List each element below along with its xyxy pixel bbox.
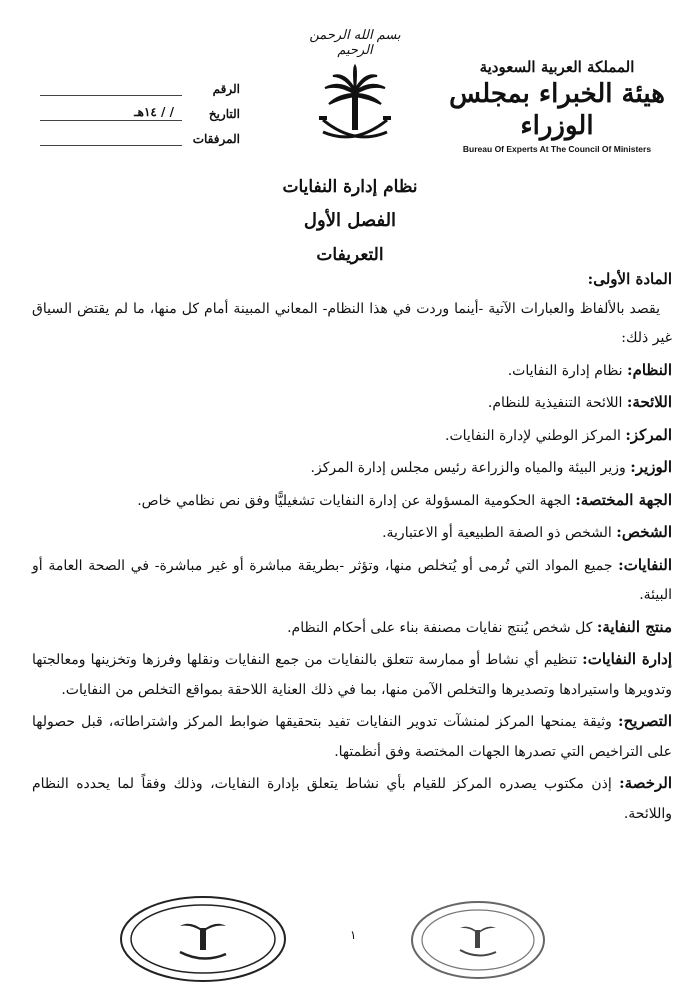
ref-date-label: التاريخ <box>208 106 240 121</box>
law-title: نظام إدارة النفايات <box>282 177 418 197</box>
definition-item <box>32 645 672 705</box>
emblem-block <box>290 28 420 156</box>
basmala: بسم الله الرحمن الرحيم <box>309 28 401 58</box>
seal-stamp-left-icon <box>118 894 288 984</box>
definition-term: المركز: <box>625 425 672 444</box>
org-name-en: Bureau Of Experts At The Council Of Ministers <box>462 144 652 154</box>
definition-text: إذن مكتوب يصدره المركز للقيام بأي نشاط يتعلق بإدارة النفايات، وذلك وفقاً لما يحدده النظام واللائحة. <box>32 776 672 822</box>
definition-term: التصريح: <box>618 712 672 730</box>
article-intro: يقصد بالألفاظ والعبارات الآتية -أينما وردت في هذا النظام- المعاني المبينة أمام كل منها، ما لم يقتض السياق غير ذلك: <box>32 300 672 346</box>
definition-item <box>32 518 672 549</box>
org-name-ar: المملكة العربية السعودية <box>479 58 635 76</box>
definition-text: نظام إدارة النفايات. <box>507 362 623 379</box>
definition-term: اللائحة: <box>626 393 672 411</box>
ref-number-label: الرقم <box>212 81 240 96</box>
article-body <box>32 265 672 831</box>
definition-item <box>32 551 672 611</box>
definition-text: اللائحة التنفيذية للنظام. <box>487 395 623 411</box>
definition-item <box>32 421 672 452</box>
definition-item <box>32 613 672 644</box>
definition-text: المركز الوطني لإدارة النفايات. <box>445 427 621 444</box>
page-number: ١ <box>350 928 357 942</box>
page-footer <box>0 892 700 992</box>
section-title: التعريفات <box>316 245 384 265</box>
ref-date-line <box>40 106 182 121</box>
saudi-emblem-icon <box>315 62 395 152</box>
definition-term: منتج النفاية: <box>596 617 672 636</box>
definition-text: كل شخص يُنتج نفايات مصنفة بناء على أحكام النظام. <box>287 619 593 636</box>
ref-date-row <box>40 101 240 126</box>
definition-term: الرخصة: <box>619 774 672 792</box>
reference-fields <box>40 76 240 151</box>
definition-term: إدارة النفايات: <box>582 650 673 668</box>
ref-date-value: / / ١٤هـ <box>134 105 174 119</box>
definition-text: الشخص ذو الصفة الطبيعية أو الاعتبارية. <box>382 525 612 541</box>
ref-number-line <box>40 81 182 96</box>
definition-term: الجهة المختصة: <box>575 490 672 509</box>
definition-text: جميع المواد التي تُرمى أو يُتخلص منها، وتؤثر -بطريقة مباشرة أو غير مباشرة- في الصحة العامة أو البيئة. <box>32 557 672 603</box>
definition-text: وثيقة يمنحها المركز لمنشآت تدوير النفايات تفيد بتحقيقها ضوابط المركز واشتراطاته، قبل حصولها على التراخيص التي تصدرها الجهات المختصة وفق أنظمتها. <box>32 714 672 760</box>
definition-item <box>32 453 672 484</box>
definition-item <box>32 707 672 767</box>
letterhead <box>0 18 700 154</box>
definition-term: النظام: <box>627 360 672 379</box>
definition-text: تنظيم أي نشاط أو ممارسة تتعلق بالنفايات من جمع النفايات ونقلها وفرزها وتخزينها ومعالجتها وتدويرها واستيرادها وتصديرها والتخلص الآمن منها، بما في ذلك العناية اللاحقة بمواقع التخلص من النفايات. <box>32 652 672 698</box>
org-calligraphy-ar: هيئة الخبراء بمجلس الوزراء <box>449 79 665 141</box>
organization-block <box>432 58 682 154</box>
definition-term: الوزير: <box>630 458 672 476</box>
ref-number-row <box>40 76 240 101</box>
ref-attachments-line <box>40 131 182 146</box>
definition-item <box>32 769 672 829</box>
seal-stamp-right-icon <box>408 898 548 982</box>
ref-attachments-row <box>40 126 240 151</box>
definition-item <box>32 356 672 387</box>
document-titles <box>0 170 700 272</box>
definition-term: الشخص: <box>616 523 672 541</box>
chapter-title: الفصل الأول <box>303 210 397 231</box>
definition-text: الجهة الحكومية المسؤولة عن إدارة النفايات تشغيليًّا وفق نص نظامي خاص. <box>137 492 571 509</box>
ref-attachments-label: المرفقات <box>192 131 240 146</box>
definition-text: وزير البيئة والمياه والزراعة رئيس مجلس إدارة المركز. <box>310 460 626 476</box>
definition-item <box>32 486 672 517</box>
definition-item <box>32 388 672 419</box>
definition-term: النفايات: <box>618 555 672 574</box>
article-heading: المادة الأولى: <box>587 270 672 288</box>
